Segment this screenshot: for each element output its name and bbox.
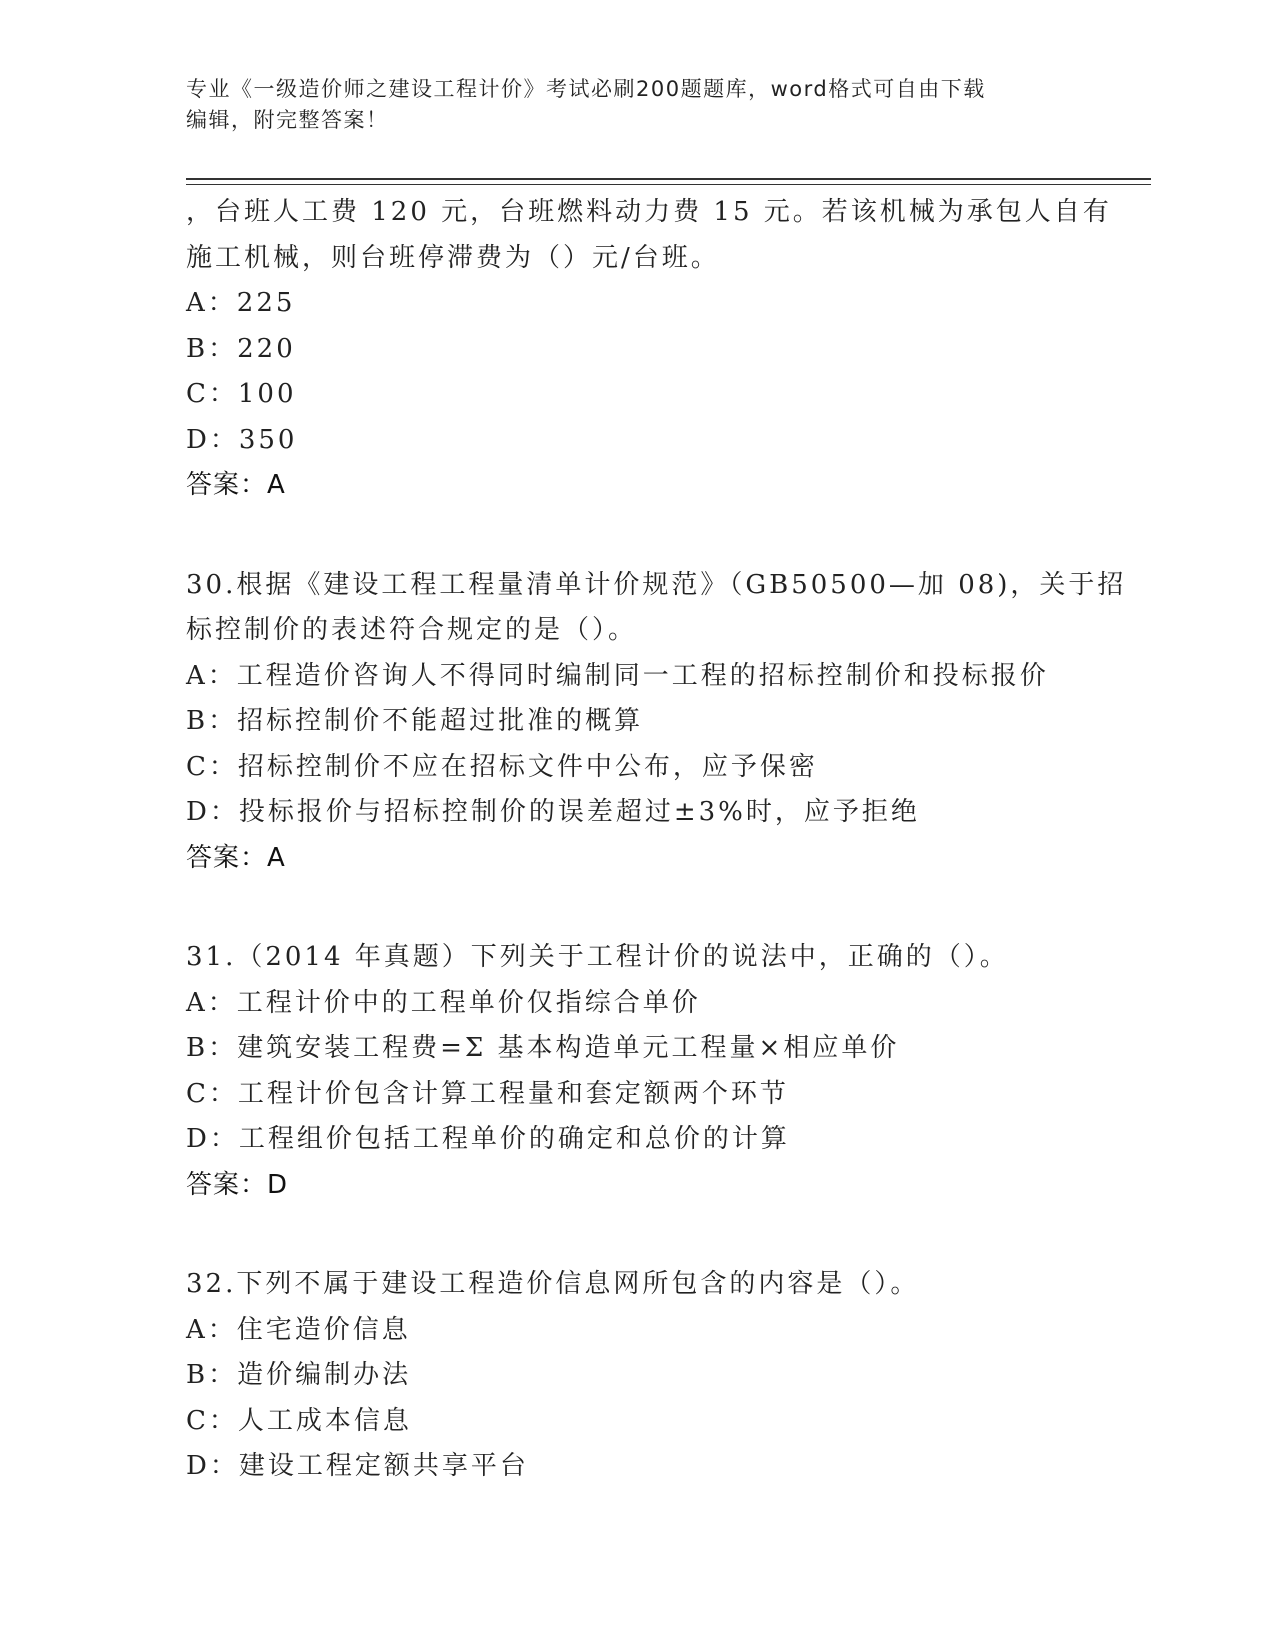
header-title-line-2: 编辑，附完整答案！ [186, 108, 389, 132]
option-d: D：建设工程定额共享平台 [186, 1451, 529, 1481]
option-a: A：工程计价中的工程单价仅指综合单价 [186, 987, 701, 1018]
option-d: D：350 [186, 424, 298, 455]
question-stem: 标控制价的表述符合规定的是（）。 [186, 615, 638, 645]
option-d: D：工程组价包括工程单价的确定和总价的计算 [186, 1124, 790, 1154]
option-c: C：人工成本信息 [186, 1405, 412, 1436]
option-b: B：招标控制价不能超过批准的概算 [186, 706, 644, 736]
option-c: C：招标控制价不应在招标文件中公布，应予保密 [186, 751, 818, 782]
option-b: B：220 [186, 333, 296, 364]
question-29-continued [186, 190, 1151, 509]
option-c: C：100 [186, 379, 297, 409]
header-divider-thin [186, 184, 1151, 185]
question-30 [186, 563, 1151, 882]
question-stem: 32.下列不属于建设工程造价信息网所包含的内容是（）。 [186, 1269, 920, 1299]
question-stem: 施工机械，则台班停滞费为（）元/台班。 [186, 242, 720, 273]
answer-label: 答案：A [186, 470, 286, 500]
question-32 [186, 1262, 1151, 1490]
option-a: A：225 [186, 288, 296, 318]
option-d: D：投标报价与招标控制价的误差超过±3%时，应予拒绝 [186, 797, 920, 827]
question-stem: 31.（2014 年真题）下列关于工程计价的说法中，正确的（）。 [186, 942, 1009, 972]
question-list [186, 190, 1151, 1490]
option-b: B：建筑安装工程费=Σ 基本构造单元工程量×相应单价 [186, 1033, 900, 1063]
question-31 [186, 935, 1151, 1208]
page-header [186, 74, 1086, 136]
question-stem: 30.根据《建设工程工程量清单计价规范》（GB50500—加 08)，关于招 [186, 569, 1127, 600]
header-divider-thick [186, 178, 1151, 180]
question-stem: ，台班人工费 120 元，台班燃料动力费 15 元。若该机械为承包人自有 [186, 197, 1112, 227]
header-title-line-1: 专业《一级造价师之建设工程计价》考试必刷200题题库，word格式可自由下载 [186, 77, 986, 101]
option-a: A：工程造价咨询人不得同时编制同一工程的招标控制价和投标报价 [186, 660, 1049, 691]
answer-label: 答案：A [186, 842, 286, 873]
spacer [186, 881, 1151, 935]
option-b: B：造价编制办法 [186, 1360, 412, 1390]
answer-label: 答案：D [186, 1169, 289, 1200]
spacer [186, 509, 1151, 563]
option-c: C：工程计价包含计算工程量和套定额两个环节 [186, 1078, 789, 1109]
option-a: A：住宅造价信息 [186, 1314, 411, 1345]
spacer [186, 1208, 1151, 1262]
